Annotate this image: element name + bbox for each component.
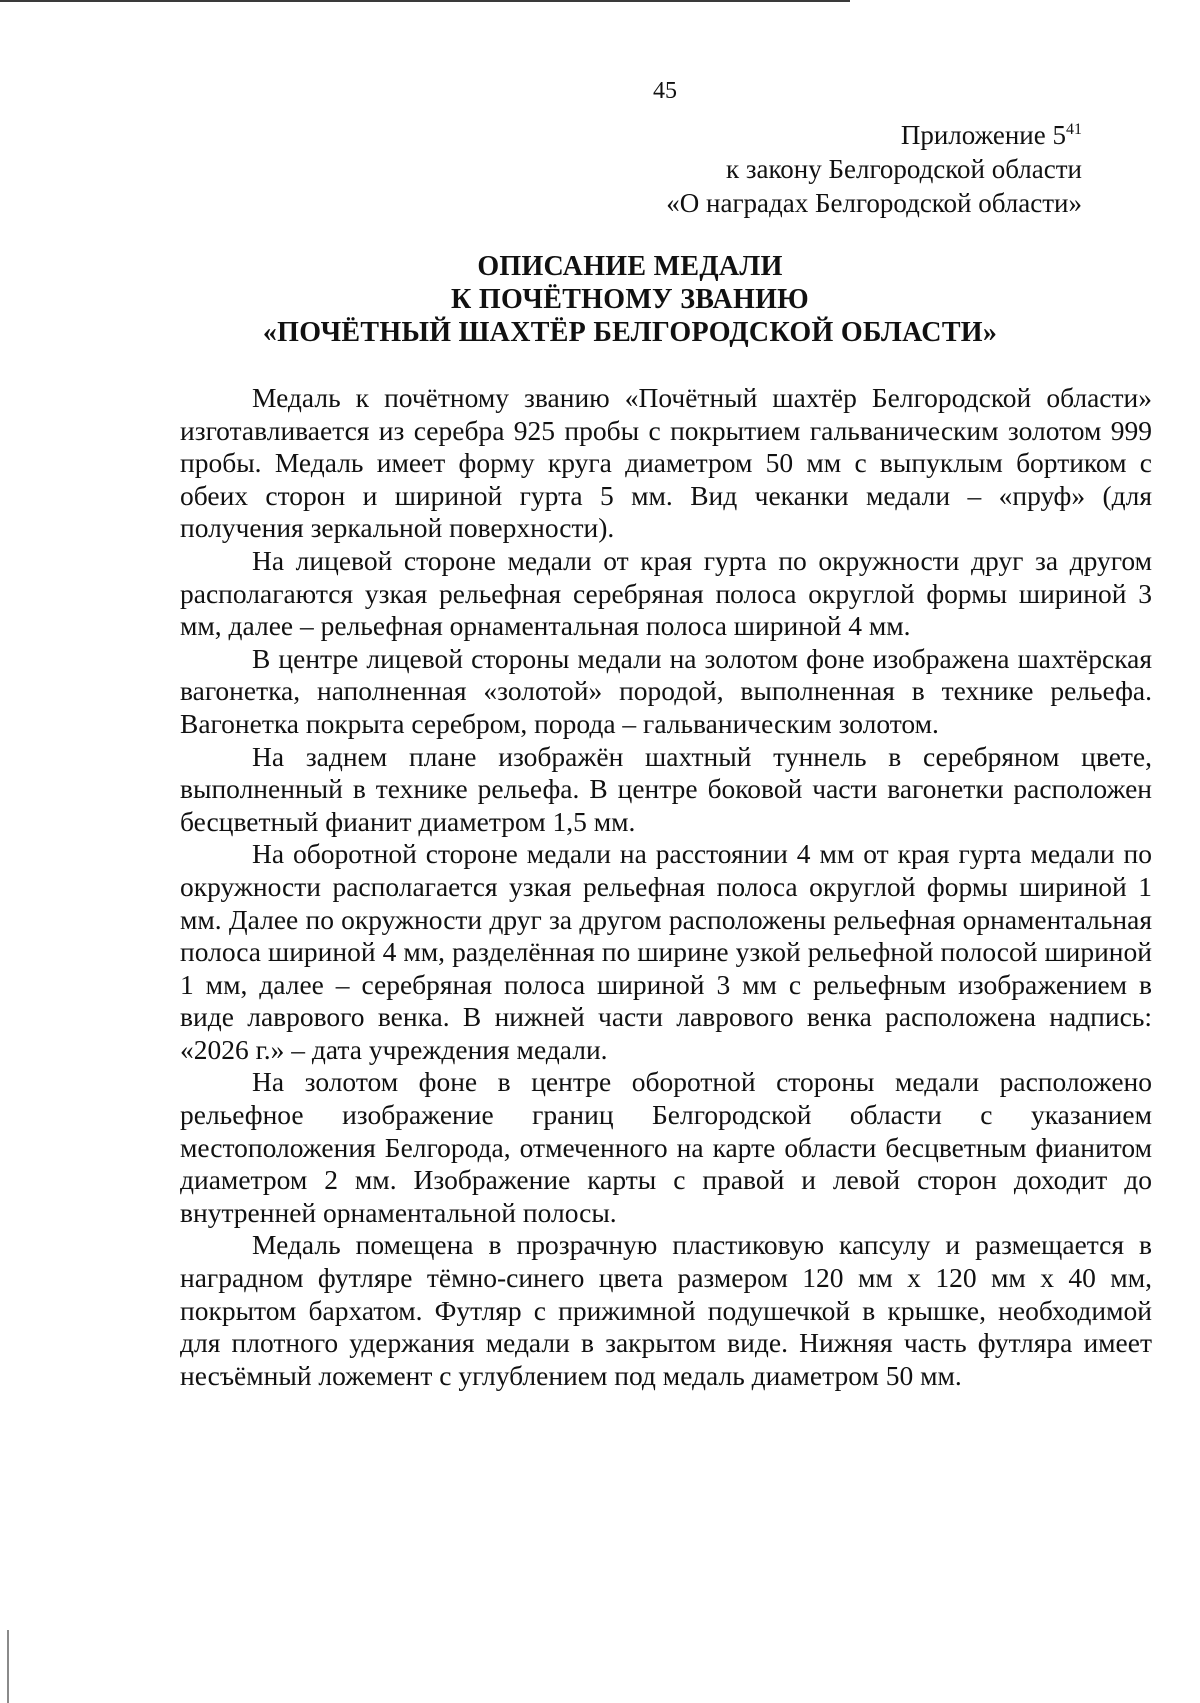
- paragraph: На заднем плане изображён шахтный туннель в серебряном цвете, выполненный в технике рельефа. В центре боковой части вагонетки расположен бесцветный фианит диаметром 1,5 мм.: [180, 740, 1152, 837]
- page-number: 45: [653, 78, 677, 104]
- paragraph: Медаль к почётному званию «Почётный шахтёр Белгородской области» изготавливается из серебра 925 пробы с покрытием гальваническим золотом 999 пробы. Медаль имеет форму круга диаметром 50 мм с выпуклым бортиком с обеих сторон и шириной гурта 5 мм. Вид чеканки медали – «пруф» (для получения зеркальной поверхности).: [180, 382, 1152, 544]
- paragraph: Медаль помещена в прозрачную пластиковую капсулу и размещается в наградном футляре тёмно-синего цвета размером 120 мм х 120 мм х 40 мм, покрытом бархатом. Футляр с прижимной подушечкой в крышке, необходимой для плотного удержания медали в закрытом виде. Нижняя часть футляра имеет несъёмный ложемент с углублением под медаль диаметром 50 мм.: [180, 1229, 1152, 1391]
- appendix-line-1: [666, 118, 1082, 152]
- paragraph: На лицевой стороне медали от края гурта по окружности друг за другом располагаются узкая рельефная серебряная полоса округлой формы шириной 3 мм, далее – рельефная орнаментальная полоса шириной 4 мм.: [180, 544, 1152, 642]
- appendix-label: Приложение 5: [900, 120, 1066, 150]
- appendix-line-3: «О наградах Белгородской области»: [666, 188, 1082, 218]
- document-body: [180, 382, 1152, 1392]
- appendix-header: [666, 118, 1082, 220]
- appendix-number-superscript: 41: [1066, 121, 1082, 138]
- title-line-1: ОПИСАНИЕ МЕДАЛИ: [477, 251, 783, 282]
- document-title: [180, 250, 1080, 349]
- title-line-3: «ПОЧЁТНЫЙ ШАХТЁР БЕЛГОРОДСКОЙ ОБЛАСТИ»: [262, 317, 998, 348]
- title-line-2: К ПОЧЁТНОМУ ЗВАНИЮ: [451, 284, 809, 315]
- paragraph: На золотом фоне в центре оборотной стороны медали расположено рельефное изображение границ Белгородской области с указанием местоположения Белгорода, отмеченного на карте области бесцветным фианитом диаметром 2 мм. Изображение карты с правой и левой сторон доходит до внутренней орнаментальной полосы.: [180, 1066, 1152, 1228]
- paragraph: На оборотной стороне медали на расстоянии 4 мм от края гурта медали по окружности располагается узкая рельефная полоса округлой формы шириной 1 мм. Далее по окружности друг за другом расположены рельефная орнаментальная полоса шириной 4 мм, разделённая по ширине узкой рельефной полосой шириной 1 мм, далее – серебряная полоса шириной 3 мм с рельефным изображением в виде лаврового венка. В нижней части лаврового венка расположена надпись: «2026 г.» – дата учреждения медали.: [180, 838, 1152, 1065]
- scan-margin-mark: [7, 1630, 9, 1703]
- appendix-line-2: к закону Белгородской области: [726, 154, 1082, 184]
- paragraph: В центре лицевой стороны медали на золотом фоне изображена шахтёрская вагонетка, наполненная «золотой» породой, выполненная в технике рельефа. Вагонетка покрыта серебром, порода – гальваническим золотом.: [180, 642, 1152, 739]
- scan-edge-line: [0, 0, 850, 2]
